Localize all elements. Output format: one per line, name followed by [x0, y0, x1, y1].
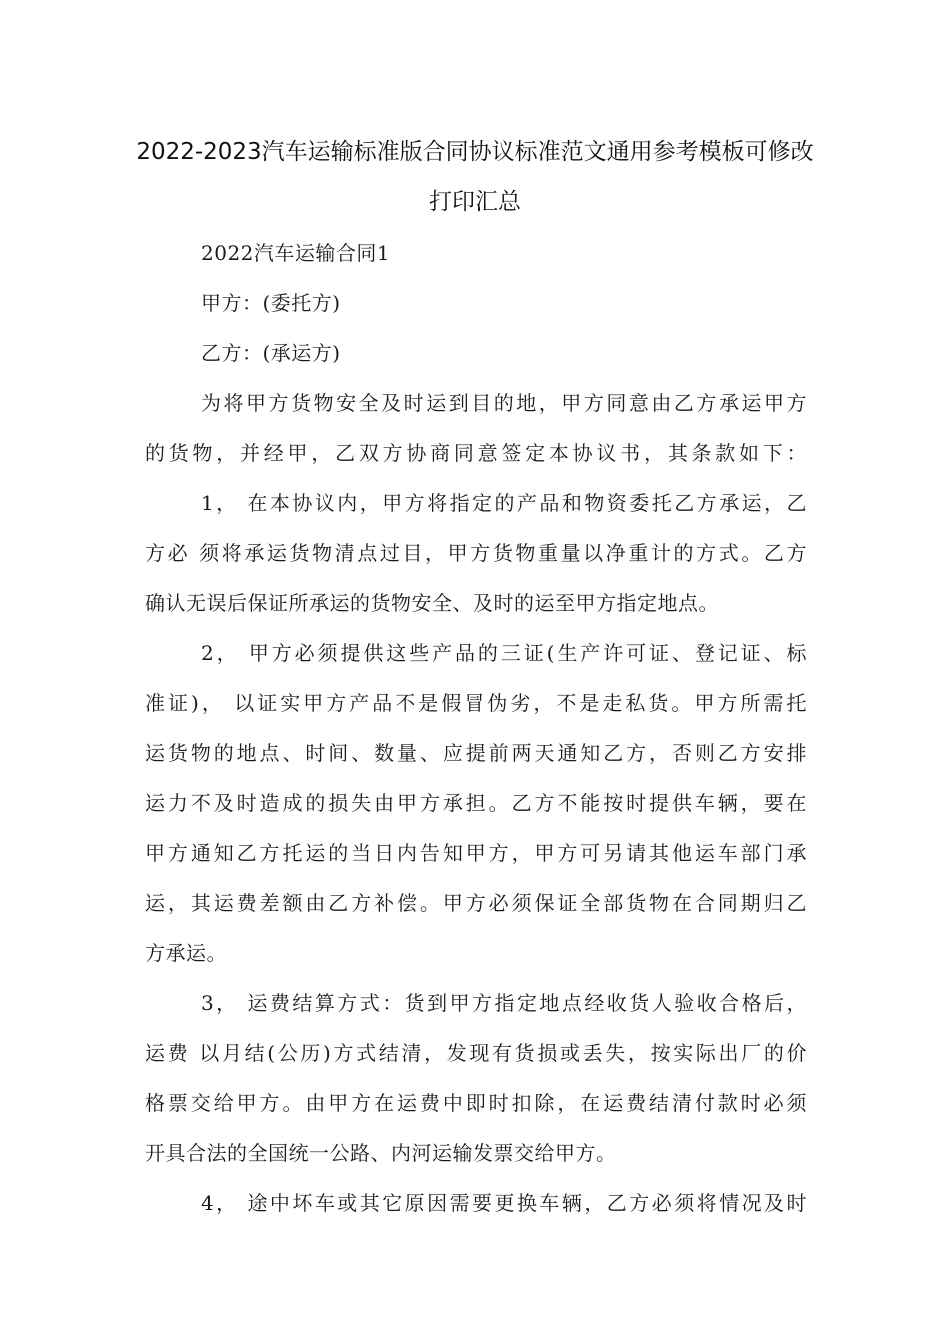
- clause-2-line: 准证)， 以证实甲方产品不是假冒伪劣，不是走私货。甲方所需托: [145, 691, 807, 715]
- clause-2-line: 2， 甲方必须提供这些产品的三证(生产许可证、登记证、标: [201, 641, 807, 665]
- clause-3-line: 运费 以月结(公历)方式结清，发现有货损或丢失，按实际出厂的价: [145, 1041, 807, 1065]
- clause-2-line: 运力不及时造成的损失由甲方承担。乙方不能按时提供车辆，要在: [145, 791, 807, 815]
- document-title-line-2: 打印汇总: [429, 189, 521, 215]
- clause-1-line: 方必 须将承运货物清点过目，甲方货物重量以净重计的方式。乙方: [145, 541, 807, 565]
- clause-2-line: 甲方通知乙方托运的当日内告知甲方，甲方可另请其他运车部门承: [145, 841, 807, 865]
- clause-1-line: 确认无误后保证所承运的货物安全、及时的运至甲方指定地点。: [145, 591, 719, 615]
- clause-2-line: 运，其运费差额由乙方补偿。甲方必须保证全部货物在合同期归乙: [145, 891, 807, 915]
- clause-2-line: 运货物的地点、时间、数量、应提前两天通知乙方，否则乙方安排: [145, 741, 807, 765]
- clause-4-line: 4， 途中坏车或其它原因需要更换车辆，乙方必须将情况及时: [201, 1191, 807, 1215]
- party-a-line: 甲方：(委托方): [201, 291, 341, 315]
- paragraph-line: 的货物，并经甲，乙双方协商同意签定本协议书，其条款如下：: [145, 441, 807, 465]
- clause-3-line: 格票交给甲方。由甲方在运费中即时扣除，在运费结清付款时必须: [145, 1091, 807, 1115]
- contract-heading: 2022汽车运输合同1: [201, 241, 391, 265]
- paragraph-line: 为将甲方货物安全及时运到目的地，甲方同意由乙方承运甲方: [201, 391, 807, 415]
- clause-3-line: 开具合法的全国统一公路、内河运输发票交给甲方。: [145, 1141, 617, 1165]
- document-title-line-1: 2022-2023汽车运输标准版合同协议标准范文通用参考模板可修改: [136, 139, 814, 165]
- party-b-line: 乙方：(承运方): [201, 341, 341, 365]
- clause-2-line: 方承运。: [145, 941, 227, 965]
- clause-3-line: 3， 运费结算方式：货到甲方指定地点经收货人验收合格后，: [201, 991, 807, 1015]
- clause-1-line: 1， 在本协议内，甲方将指定的产品和物资委托乙方承运，乙: [201, 491, 807, 515]
